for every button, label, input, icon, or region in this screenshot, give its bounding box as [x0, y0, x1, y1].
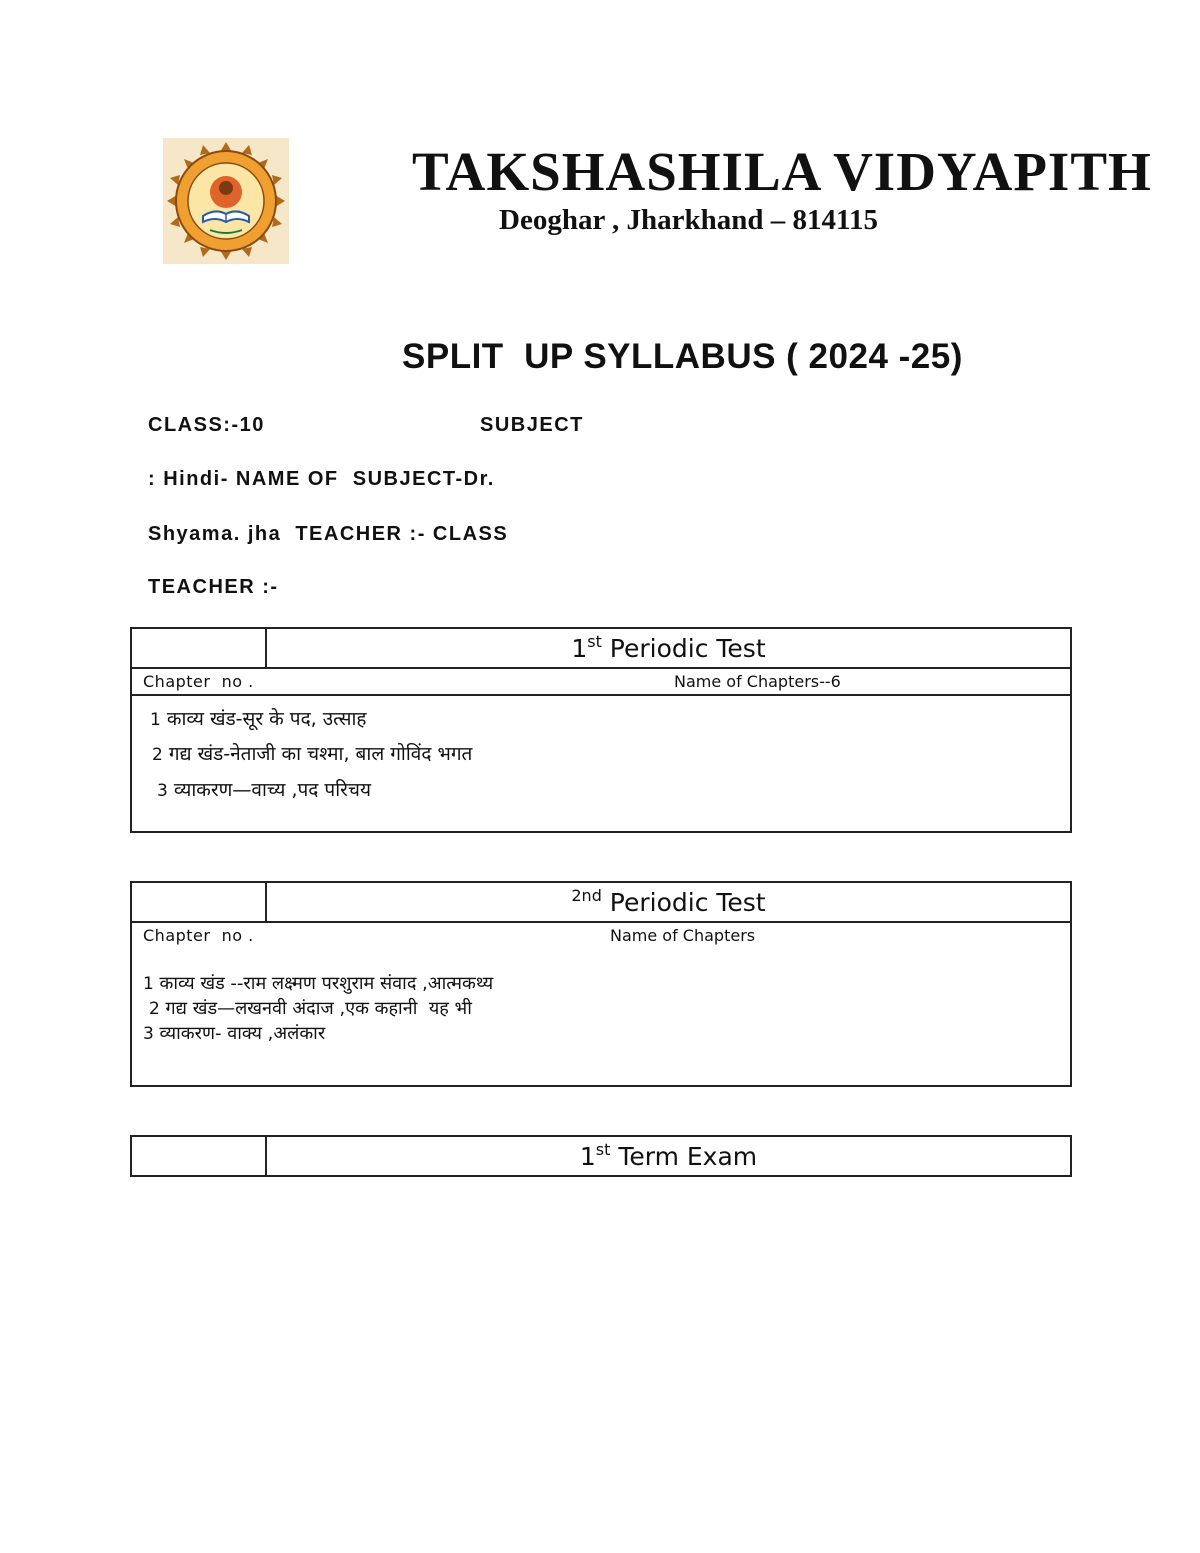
- school-address: Deoghar , Jharkhand – 814115: [499, 204, 878, 236]
- school-name: TAKSHASHILA VIDYAPITH: [412, 141, 1152, 202]
- subject-label: SUBJECT: [480, 414, 584, 436]
- title-number: 1: [579, 1142, 596, 1171]
- header-empty-cell: [132, 883, 267, 921]
- title-ordinal: st: [587, 632, 602, 651]
- item-number: 2: [149, 999, 160, 1019]
- section-header: [132, 629, 1070, 669]
- chapter-name-header: Name of Chapters: [610, 926, 756, 945]
- class-teacher-line: TEACHER :-: [148, 576, 279, 598]
- item-number: 3: [143, 1024, 154, 1044]
- title-text: Periodic Test: [601, 888, 766, 917]
- chapter-name-header: Name of Chapters--6: [674, 672, 841, 691]
- item-text: व्याकरण—वाच्य ,पद परिचय: [167, 779, 372, 801]
- item-text: गद्य खंड-नेताजी का चश्मा, बाल गोविंद भगत: [162, 743, 473, 765]
- column-header-row: [132, 923, 1070, 948]
- teacher-line: Shyama. jha TEACHER :- CLASS: [148, 523, 509, 545]
- list-item: [143, 1021, 325, 1045]
- header-empty-cell: [132, 629, 267, 667]
- list-item: [150, 705, 366, 731]
- section-first-periodic-test: [130, 627, 1072, 833]
- title-ordinal: nd: [581, 886, 602, 905]
- item-text: गद्य खंड—लखनवी अंदाज ,एक कहानी यह भी: [159, 998, 472, 1019]
- section-first-term-exam: [130, 1135, 1072, 1177]
- list-item: [152, 740, 472, 766]
- section-title: [267, 1137, 1070, 1175]
- title-text: Periodic Test: [601, 634, 766, 663]
- section-title: [267, 883, 1070, 921]
- chapter-no-header: Chapter no .: [143, 672, 254, 691]
- item-number: 1: [150, 710, 161, 730]
- school-logo: [163, 138, 289, 264]
- title-number: 2: [571, 886, 582, 905]
- chapter-no-header: Chapter no .: [143, 926, 254, 945]
- item-number: 2: [152, 745, 163, 765]
- list-item: [157, 776, 371, 802]
- section-header: [132, 883, 1070, 923]
- title-ordinal: st: [595, 1140, 611, 1159]
- item-number: 1: [143, 974, 154, 994]
- document-title: SPLIT UP SYLLABUS ( 2024 -25): [402, 337, 963, 376]
- subject-name-line: : Hindi- NAME OF SUBJECT-Dr.: [148, 468, 495, 490]
- class-label: CLASS:-10: [148, 414, 265, 436]
- header-empty-cell: [132, 1137, 267, 1175]
- title-number: 1: [571, 634, 588, 663]
- list-item: [149, 996, 472, 1020]
- section-header: [132, 1137, 1070, 1175]
- title-text: Term Exam: [610, 1142, 758, 1171]
- item-text: काव्य खंड-सूर के पद, उत्साह: [166, 708, 367, 730]
- column-header-row: [132, 669, 1070, 696]
- item-text: काव्य खंड --राम लक्ष्मण परशुराम संवाद ,आत्मकथ्य: [153, 973, 494, 994]
- item-text: व्याकरण- वाक्य ,अलंकार: [153, 1023, 326, 1044]
- item-number: 3: [157, 781, 168, 801]
- list-item: [143, 971, 493, 995]
- section-second-periodic-test: [130, 881, 1072, 1087]
- section-title: [267, 629, 1070, 667]
